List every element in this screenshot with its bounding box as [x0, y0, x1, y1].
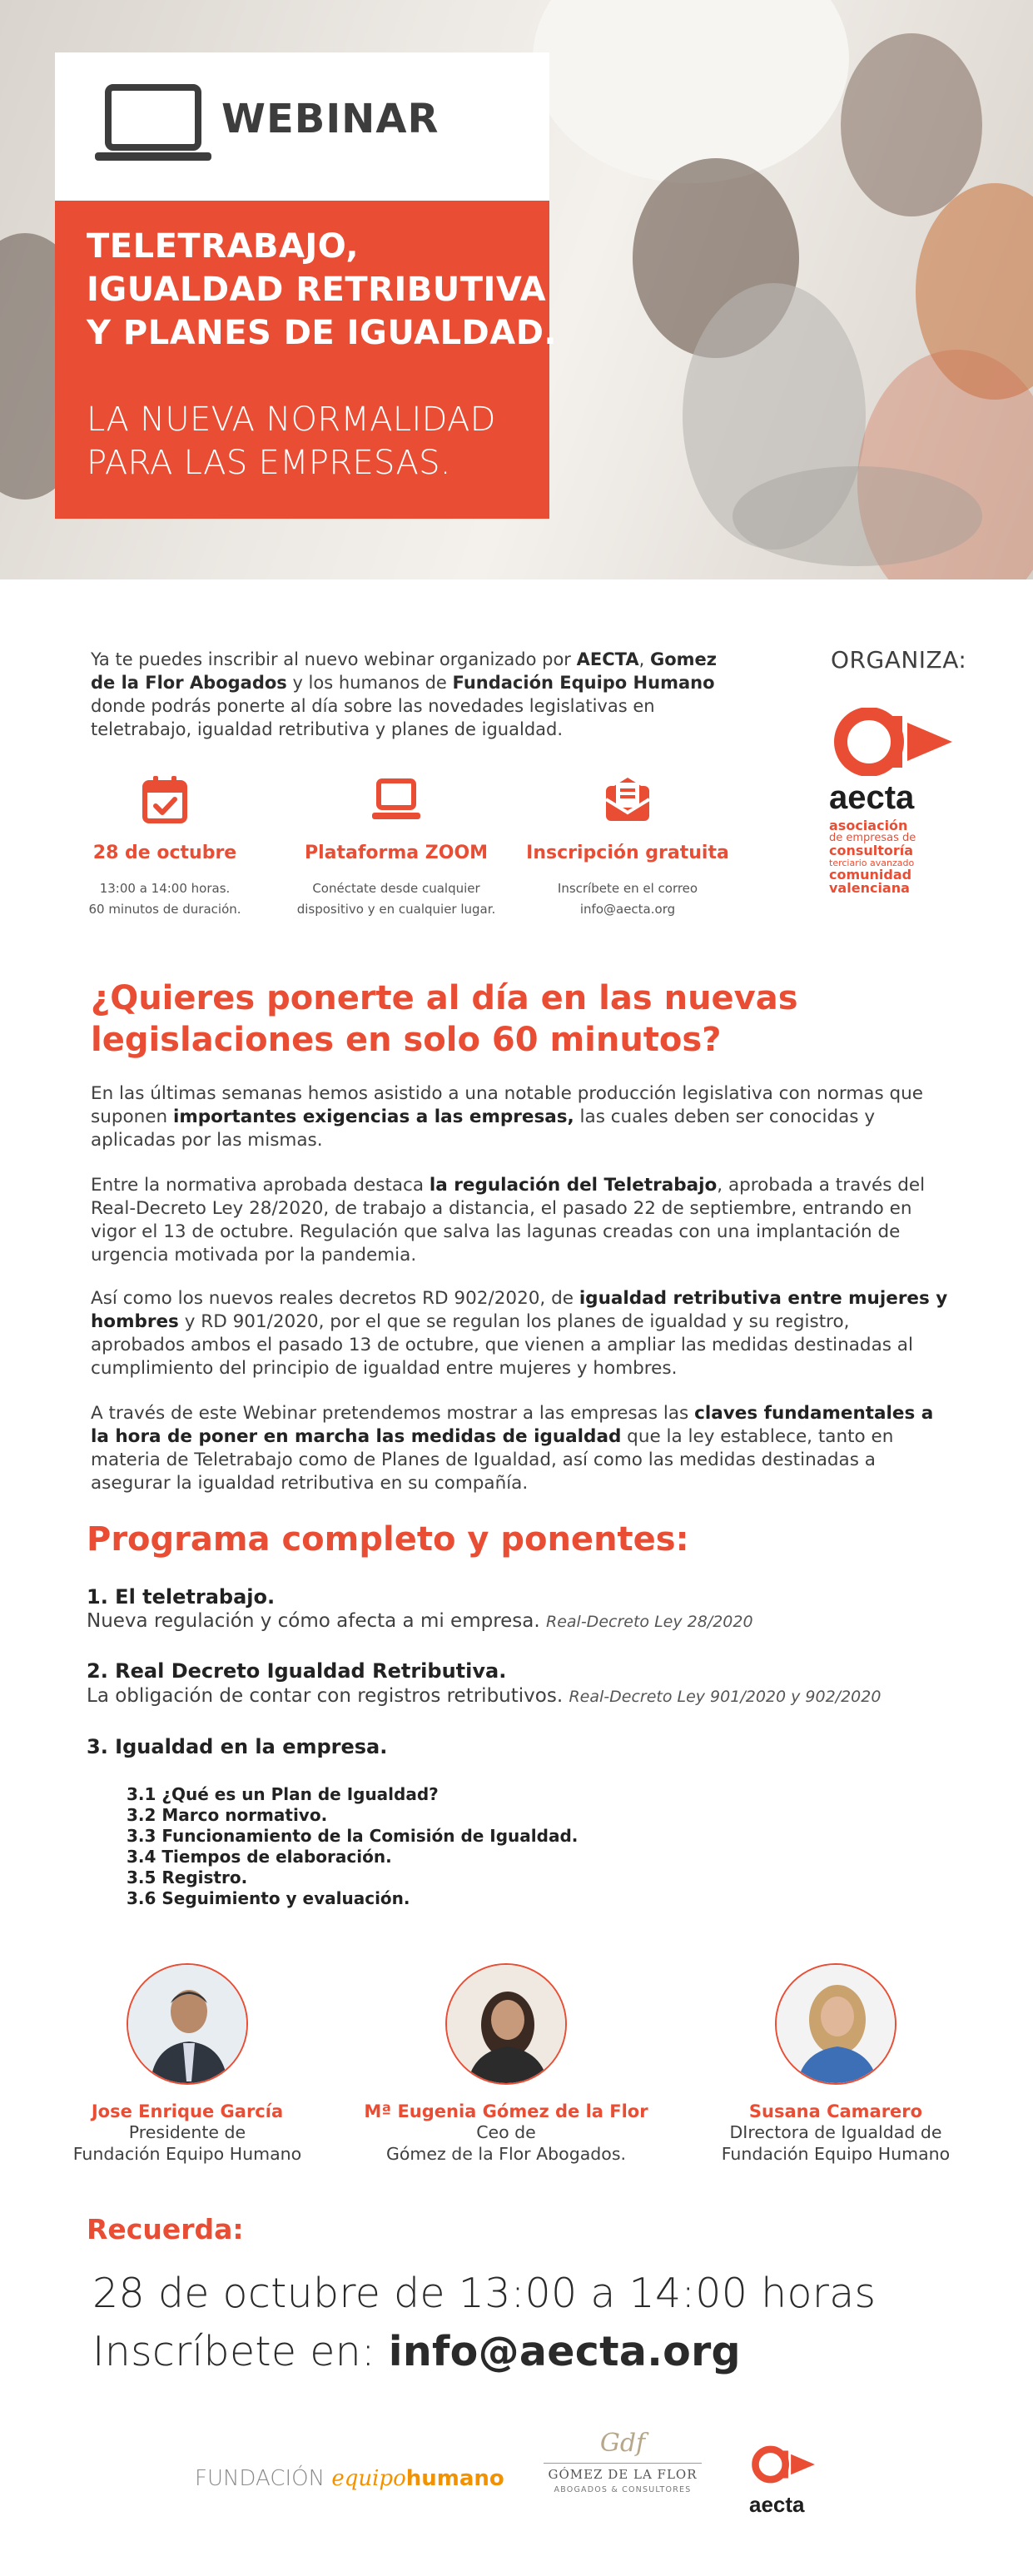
laptop-icon	[92, 82, 215, 166]
info-platform-desc-1: Conéctate desde cualquier	[312, 881, 480, 896]
info-date-desc-2: 60 minutos de duración.	[88, 902, 241, 917]
hero-subtitle-line-1: LA NUEVA NORMALIDAD	[87, 400, 496, 439]
aecta-line-6: valenciana	[829, 880, 910, 896]
speaker-2-role-1: Ceo de	[476, 2122, 536, 2142]
info-platform-desc-2: dispositivo y en cualquier lugar.	[296, 902, 496, 917]
speaker-2-role-2: Gómez de la Flor Abogados.	[385, 2144, 627, 2164]
person-icon	[128, 1965, 248, 2085]
programa-item-3-heading: 3. Igualdad en la empresa.	[87, 1735, 388, 1758]
hero-photo-laptop	[733, 466, 982, 566]
fundacion-equipo-humano-logo: FUNDACIÓN equipohumano	[195, 2466, 504, 2491]
hero-title-line-2: IGUALDAD RETRIBUTIVA	[87, 271, 547, 309]
hero-photo-person2-hair	[841, 33, 982, 216]
speaker-1-role-1: Presidente de	[128, 2122, 246, 2142]
list-item: 3.1 ¿Qué es un Plan de Igualdad?	[127, 1784, 439, 1804]
hero-banner	[0, 0, 1033, 579]
aecta-symbol-icon	[749, 2441, 816, 2488]
webinar-title: WEBINAR	[221, 96, 440, 142]
info-platform-title: Plataforma ZOOM	[304, 843, 489, 863]
aecta-wordmark: aecta	[829, 779, 915, 816]
question-heading-line-2: legislaciones en solo 60 minutos?	[91, 1021, 722, 1059]
speaker-2	[348, 1963, 664, 2165]
gdf-subtitle: ABOGADOS & CONSULTORES	[554, 2485, 692, 2494]
info-date	[57, 774, 273, 920]
hero-subtitle-line-2: PARA LAS EMPRESAS.	[87, 444, 451, 482]
mail-icon	[603, 774, 653, 824]
reminder-date: 28 de octubre de 13:00 a 14:00 horas	[92, 2270, 877, 2317]
aecta-line-2: de empresas de	[829, 832, 916, 844]
list-item: 3.5 Registro.	[127, 1867, 248, 1887]
webinar-label-box	[55, 52, 549, 201]
laptop-icon	[371, 774, 421, 824]
reminder-label: Recuerda:	[87, 2213, 244, 2245]
list-item: 3.3 Funcionamiento de la Comisión de Igualdad.	[127, 1826, 579, 1846]
speaker-3-role-2: Fundación Equipo Humano	[721, 2144, 951, 2164]
person-icon	[777, 1965, 896, 2085]
speaker-1-name: Jose Enrique García	[91, 2101, 284, 2121]
speaker-3	[678, 1963, 994, 2165]
info-registration	[519, 774, 736, 920]
calendar-icon	[140, 774, 190, 824]
speaker-1	[29, 1963, 345, 2165]
aecta-line-3: consultoría	[829, 843, 914, 858]
avatar	[127, 1963, 248, 2085]
reminder-email-line: Inscríbete en: info@aecta.org	[92, 2328, 741, 2375]
gdf-name: GÓMEZ DE LA FLOR	[548, 2467, 698, 2482]
programa-item-2-desc: La obligación de contar con registros retributivos. Real-Decreto Ley 901/2020 y 902/2020	[87, 1685, 882, 1707]
programa-item-2-heading: 2. Real Decreto Igualdad Retributiva.	[87, 1659, 507, 1683]
info-platform	[288, 774, 504, 920]
speaker-3-role-1: DIrectora de Igualdad de	[729, 2122, 942, 2142]
organiza-label: ORGANIZA:	[831, 646, 967, 674]
hero-title-line-1: TELETRABAJO,	[87, 227, 360, 266]
question-heading	[91, 977, 840, 1061]
info-date-title: 28 de octubre	[92, 843, 237, 863]
aecta-footer-logo	[749, 2441, 816, 2520]
programa-item-1-heading: 1. El teletrabajo.	[87, 1585, 276, 1609]
reminder-email-link[interactable]: info@aecta.org	[388, 2328, 741, 2375]
aecta-logo	[829, 708, 979, 899]
intro-gdf: Gomez de la Flor Abogados	[91, 649, 717, 693]
person-icon	[447, 1965, 567, 2085]
programa-item-1-desc: Nueva regulación y cómo afecta a mi empresa. Real-Decreto Ley 28/2020	[87, 1610, 753, 1632]
speaker-3-name: Susana Camarero	[748, 2101, 923, 2121]
info-registration-desc-2: info@aecta.org	[579, 902, 676, 917]
list-item: 3.4 Tiempos de elaboración.	[127, 1847, 392, 1867]
hero-photo-light	[533, 0, 849, 183]
info-registration-desc-1: Inscríbete en el correo	[557, 881, 698, 896]
gdf-monogram: Gdf	[599, 2429, 646, 2458]
aecta-footer-wordmark: aecta	[749, 2492, 805, 2517]
info-date-desc-1: 13:00 a 14:00 horas.	[99, 881, 231, 896]
paragraph-1: En las últimas semanas hemos asistido a una notable producción legislativa con normas que suponen importantes exigencias a las empresas, las cuales deben ser conocidas y aplicadas por las mismas.	[91, 1083, 924, 1151]
gdf-divider	[544, 2463, 702, 2464]
intro-fundacion: Fundación Equipo Humano	[452, 673, 715, 693]
aecta-line-5: comunidad	[829, 867, 912, 883]
info-registration-title: Inscripción gratuita	[526, 843, 729, 863]
hero-title-box	[55, 201, 558, 519]
speaker-2-name: Mª Eugenia Gómez de la Flor	[364, 2101, 648, 2121]
programa-subitems	[127, 1784, 578, 1909]
aecta-line-1: asociación	[829, 818, 908, 833]
paragraph-2: Entre la normativa aprobada destaca la regulación del Teletrabajo, aprobada a través del Real-Decreto Ley 28/2020, de trabajo a distancia, el pasado 22 de septiembre, entrando en vigor el 13 de octubre. Regulación que salva las lagunas creadas con una implantación de urgencia motivada por la pandemia.	[91, 1175, 926, 1266]
list-item: 3.6 Seguimiento y evaluación.	[127, 1888, 410, 1908]
gomez-de-la-flor-logo	[539, 2429, 706, 2513]
avatar	[445, 1963, 567, 2085]
intro-aecta: AECTA	[576, 649, 639, 669]
aecta-line-4: terciario avanzado	[829, 858, 915, 868]
paragraph-3: Así como los nuevos reales decretos RD 902/2020, de igualdad retributiva entre mujeres y hombres y RD 901/2020, por el que se regulan los planes de igualdad y su registro, aprobados ambos el pasado 13 de octubre, que vienen a ampliar las medidas destinadas al cumplimiento del principio de igualdad entre mujeres y hombres.	[91, 1288, 948, 1379]
programa-heading: Programa completo y ponentes:	[87, 1520, 689, 1559]
paragraph-4: A través de este Webinar pretendemos mostrar a las empresas las claves fundamentales a la hora de poner en marcha las medidas de igualdad que la ley establece, tanto en materia de Teletrabajo como de Planes de Igualdad, así como las medidas destinadas a asegurar la igualdad retributiva en su compañía.	[91, 1403, 934, 1494]
avatar	[775, 1963, 896, 2085]
list-item: 3.2 Marco normativo.	[127, 1805, 328, 1825]
question-heading-line-1: ¿Quieres ponerte al día en las nuevas	[91, 979, 798, 1017]
aecta-symbol-icon	[829, 708, 954, 776]
intro-paragraph: Ya te puedes inscribir al nuevo webinar organizado por AECTA, Gomez de la Flor Abogados y los humanos de Fundación Equipo Humano donde podrás ponerte al día sobre las novedades legislativas en teletrabajo, igualdad retributiva y planes de igualdad.	[91, 649, 717, 739]
speaker-1-role-2: Fundación Equipo Humano	[72, 2144, 302, 2164]
hero-title-line-3: Y PLANES DE IGUALDAD.	[87, 314, 558, 352]
